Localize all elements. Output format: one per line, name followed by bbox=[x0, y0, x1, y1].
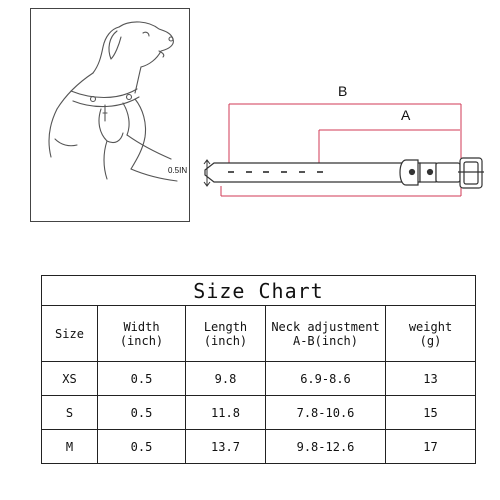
table-cell: 17 bbox=[386, 430, 476, 464]
table-row bbox=[42, 396, 476, 430]
size-chart-table bbox=[41, 275, 476, 464]
column-header: Length (inch) bbox=[186, 306, 266, 362]
table-row bbox=[42, 430, 476, 464]
table-cell: 0.5 bbox=[98, 430, 186, 464]
dimension-b-label: B bbox=[338, 83, 348, 99]
column-header: Neck adjustment A-B(inch) bbox=[266, 306, 386, 362]
table-cell: 9.8 bbox=[186, 362, 266, 396]
table-cell: M bbox=[42, 430, 98, 464]
table-cell: 0.5 bbox=[98, 362, 186, 396]
table-cell: 7.8-10.6 bbox=[266, 396, 386, 430]
column-header: Size bbox=[42, 306, 98, 362]
table-cell: 13 bbox=[386, 362, 476, 396]
table-cell: 15 bbox=[386, 396, 476, 430]
dimension-a-label: A bbox=[401, 107, 411, 123]
table-row bbox=[42, 362, 476, 396]
column-header: weight (g) bbox=[386, 306, 476, 362]
table-cell: 0.5 bbox=[98, 396, 186, 430]
table-cell: 6.9-8.6 bbox=[266, 362, 386, 396]
table-cell: 13.7 bbox=[186, 430, 266, 464]
width-label: 0.5IN bbox=[168, 166, 188, 175]
column-header: Width (inch) bbox=[98, 306, 186, 362]
table-cell: 11.8 bbox=[186, 396, 266, 430]
table-cell: 9.8-12.6 bbox=[266, 430, 386, 464]
size-chart-title: Size Chart bbox=[42, 276, 476, 306]
table-cell: S bbox=[42, 396, 98, 430]
table-cell: XS bbox=[42, 362, 98, 396]
